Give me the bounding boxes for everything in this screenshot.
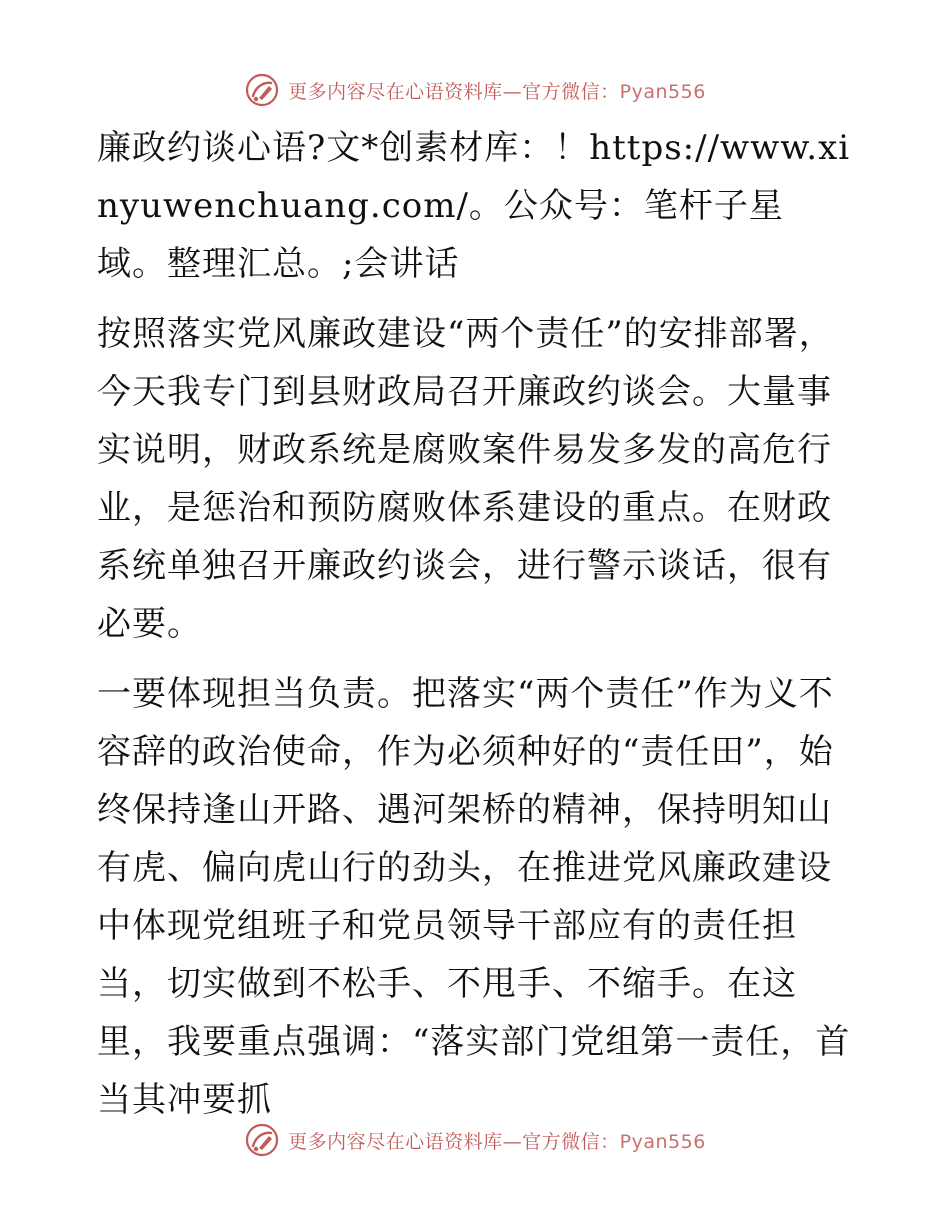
footer-wechat-id: Pyan556 [619,1130,706,1153]
header-banner-label: 更多内容尽在心语资料库—官方微信： [288,80,620,103]
footer-banner-text [288,1127,706,1154]
footer-banner [0,1118,950,1162]
footer-banner-content [244,1122,706,1158]
footer-banner-label: 更多内容尽在心语资料库—官方微信： [288,1130,620,1153]
paragraph-opening: 按照落实党风廉政建设“两个责任”的安排部署，今天我专门到县财政局召开廉政约谈会。大量事实说明，财政系统是腐败案件易发多发的高危行业，是惩治和预防腐败体系建设的重点。在财政系统单独召开廉政约谈会，进行警示谈话，很有必要。 [97,314,834,644]
brand-logo-icon [244,1122,280,1158]
header-banner-content [244,72,706,108]
brand-logo-icon [244,72,280,108]
header-banner [0,68,950,112]
document-body [97,119,853,1129]
header-banner-text [288,77,706,104]
header-wechat-id: Pyan556 [619,80,706,103]
paragraph-intro: 廉政约谈心语?文*创素材库：！https://www.xinyuwenchuang.com/。公众号：笔杆子星域。整理汇总。;会讲话 [97,128,851,284]
paragraph-point-one: 一要体现担当负责。把落实“两个责任”作为义不容辞的政治使命，作为必须种好的“责任田”，始终保持逢山开路、遇河架桥的精神，保持明知山有虎、偏向虎山行的劲头，在推进党风廉政建设中体现党组班子和党员领导干部应有的责任担当，切实做到不松手、不甩手、不缩手。在这里，我要重点强调：“落实部门党组第一责任，首当其冲要抓 [97,674,851,1120]
